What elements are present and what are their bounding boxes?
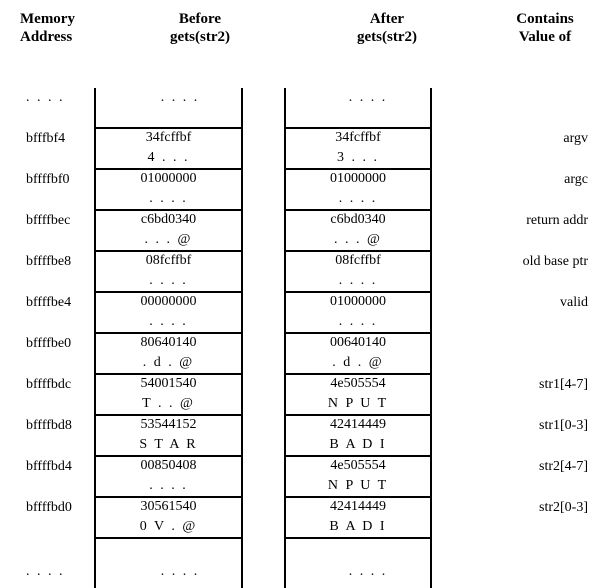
before-hex-value: 30561540	[140, 499, 197, 514]
after-char-value: 3 . . .	[337, 150, 379, 165]
bottom-dots-before: . . . .	[160, 564, 200, 579]
after-char-value: . . . @	[334, 232, 382, 247]
before-cell	[96, 333, 241, 373]
before-char-value: . . . @	[144, 232, 193, 247]
before-cell	[96, 415, 241, 455]
contains-label: str1[4-7]	[539, 377, 588, 392]
after-char-value: . . . .	[338, 273, 378, 288]
contains-label: str1[0-3]	[539, 418, 588, 433]
top-dots-before: . . . .	[160, 90, 200, 105]
before-row-divider	[96, 537, 241, 539]
memory-address: bffffbd0	[26, 500, 72, 515]
after-cell	[286, 251, 430, 291]
memory-address: bffffbdc	[26, 377, 72, 392]
before-char-value: 0 V . @	[139, 519, 198, 534]
contains-label: valid	[560, 295, 588, 310]
after-cell	[286, 456, 430, 496]
after-cell	[286, 128, 430, 168]
header-after-line1: After	[369, 11, 405, 27]
before-cell	[96, 374, 241, 414]
before-char-value: . d . @	[142, 355, 195, 370]
after-hex-value: 01000000	[330, 171, 386, 186]
after-cell	[286, 169, 430, 209]
before-cell	[96, 210, 241, 250]
header-contains-value	[495, 10, 595, 46]
memory-address: bffffbf0	[26, 172, 70, 187]
after-char-value: . . . .	[338, 191, 378, 206]
after-char-value: N P U T	[327, 478, 389, 493]
before-cell	[96, 456, 241, 496]
header-after-line2: gets(str2)	[357, 29, 417, 45]
after-cell	[286, 333, 430, 373]
before-char-value: . . . .	[149, 314, 188, 329]
after-char-value: N P U T	[327, 396, 389, 411]
before-hex-value: 53544152	[140, 417, 197, 432]
header-after-gets	[327, 10, 447, 46]
after-hex-value: 4e505554	[330, 458, 386, 473]
bottom-dots-address: . . . .	[26, 564, 65, 579]
header-contains-line2: Value of	[518, 29, 572, 45]
before-cell	[96, 251, 241, 291]
contains-label: argc	[564, 172, 588, 187]
before-hex-value: 80640140	[140, 335, 197, 350]
before-char-value: 4 . . .	[147, 150, 190, 165]
memory-address: bffffbec	[26, 213, 71, 228]
contains-label: return addr	[526, 213, 588, 228]
after-hex-value: 4e505554	[330, 376, 386, 391]
memory-address: bfffbf4	[26, 131, 66, 146]
header-before-line1: Before	[178, 11, 222, 27]
after-cell	[286, 415, 430, 455]
bottom-dots-after: . . . .	[348, 564, 388, 579]
after-hex-value: c6bd0340	[330, 212, 386, 227]
memory-address: bffffbd4	[26, 459, 72, 474]
contains-label: str2[4-7]	[539, 459, 588, 474]
before-cell	[96, 497, 241, 537]
after-hex-value: 42414449	[330, 417, 386, 432]
after-char-value: B A D I	[329, 437, 387, 452]
before-hex-value: 08fcffbf	[145, 253, 192, 268]
header-memory-address	[20, 10, 100, 46]
memory-address: bffffbd8	[26, 418, 72, 433]
before-cell	[96, 128, 241, 168]
contains-label: str2[0-3]	[539, 500, 588, 515]
after-char-value: . d . @	[332, 355, 384, 370]
after-cell	[286, 374, 430, 414]
header-memory-address-line2: Address	[20, 29, 73, 45]
header-memory-address-line1: Memory	[20, 11, 75, 27]
before-hex-value: 01000000	[140, 171, 197, 186]
header-before-gets	[140, 10, 260, 46]
after-char-value: . . . .	[338, 314, 378, 329]
before-hex-value: c6bd0340	[140, 212, 197, 227]
before-hex-value: 00000000	[140, 294, 197, 309]
before-char-value: . . . .	[149, 478, 188, 493]
before-char-value: T . . @	[142, 396, 195, 411]
header-before-line2: gets(str2)	[170, 29, 230, 45]
contains-label: old base ptr	[522, 254, 588, 269]
before-hex-value: 34fcffbf	[145, 130, 192, 145]
after-char-value: B A D I	[329, 519, 387, 534]
before-char-value: S T A R	[139, 437, 198, 452]
after-cell	[286, 210, 430, 250]
memory-address: bffffbe4	[26, 295, 72, 310]
after-row-divider	[286, 537, 430, 539]
before-hex-value: 00850408	[140, 458, 197, 473]
memory-address: bffffbe8	[26, 254, 72, 269]
after-hex-value: 01000000	[330, 294, 386, 309]
after-hex-value: 34fcffbf	[335, 130, 381, 145]
before-hex-value: 54001540	[140, 376, 197, 391]
after-cell	[286, 292, 430, 332]
after-hex-value: 00640140	[330, 335, 386, 350]
after-hex-value: 42414449	[330, 499, 386, 514]
header-contains-line1: Contains	[516, 11, 574, 27]
before-cell	[96, 169, 241, 209]
contains-label: argv	[563, 131, 588, 146]
top-dots-address: . . . .	[26, 90, 65, 105]
after-cell	[286, 497, 430, 537]
memory-address: bffffbe0	[26, 336, 72, 351]
before-cell	[96, 292, 241, 332]
top-dots-after: . . . .	[348, 90, 388, 105]
before-char-value: . . . .	[149, 191, 188, 206]
after-hex-value: 08fcffbf	[335, 253, 381, 268]
before-char-value: . . . .	[149, 273, 188, 288]
